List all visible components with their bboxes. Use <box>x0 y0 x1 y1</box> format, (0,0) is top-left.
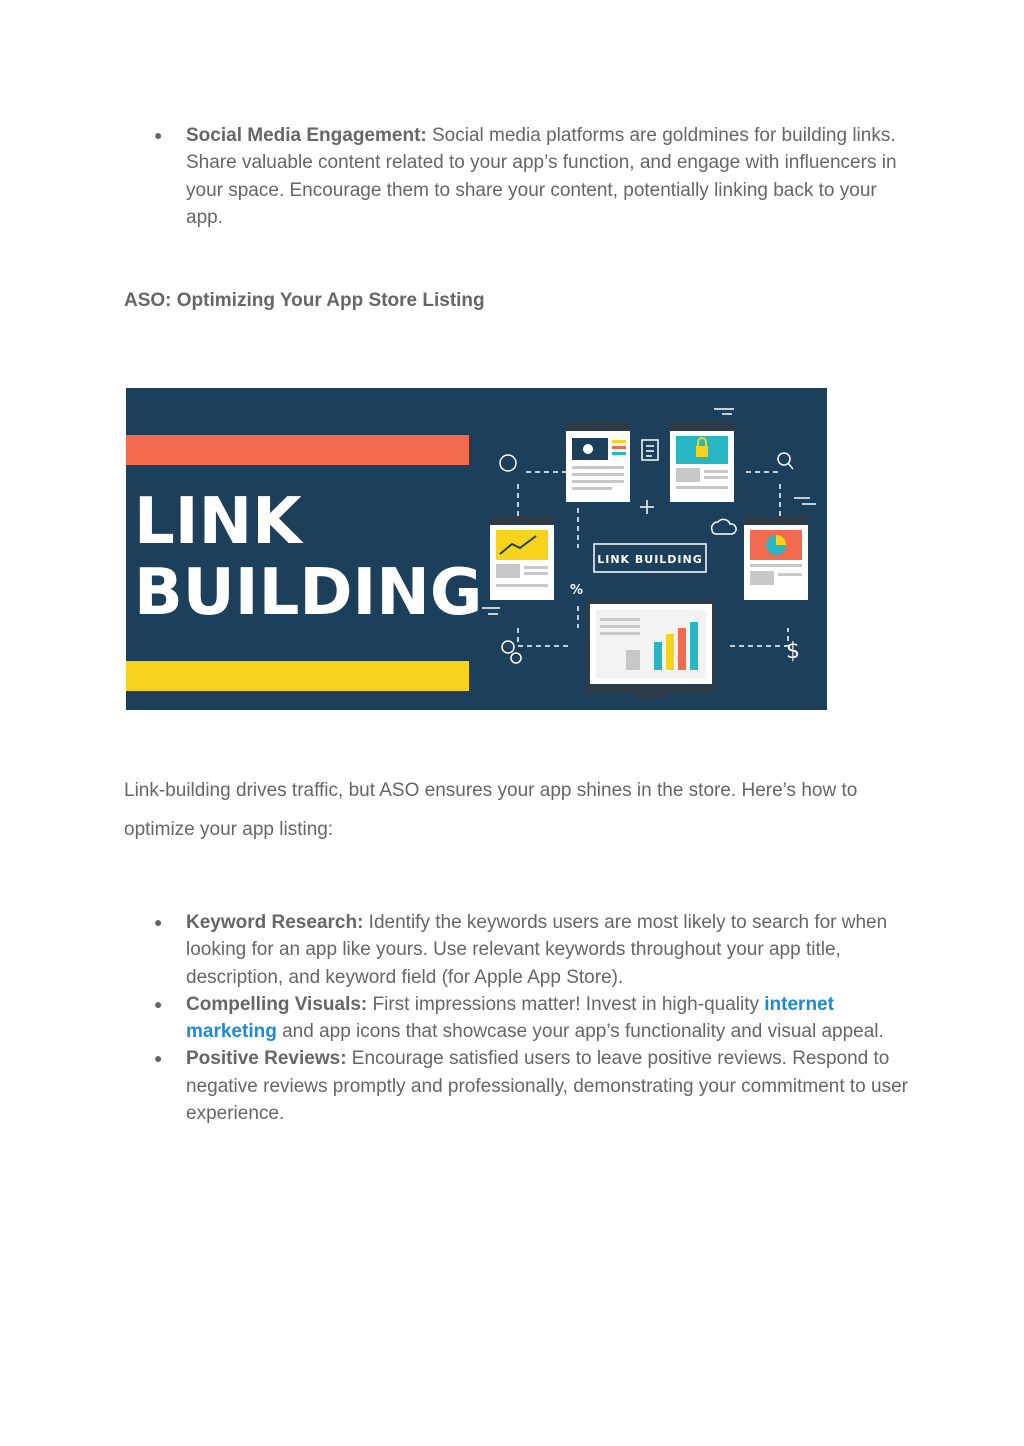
list-item-positive-reviews <box>150 1045 910 1127</box>
intro-paragraph: Link-building drives traffic, but ASO ensures your app shines in the store. Here’s how to optimize your app listing: <box>124 780 858 840</box>
list-item-text: and app icons that showcase your app’s functionality and visual appeal. <box>276 1021 884 1043</box>
video-window-icon <box>566 422 630 502</box>
bullet-icon: ● <box>154 127 163 143</box>
bullet-icon: ● <box>154 914 163 930</box>
banner-title-line2: BUILDING <box>134 556 483 630</box>
list-item-text: Social media platforms are goldmines for building links. Share valuable content related to your app’s function, and engage with influencers in your space. Encourage them to share your content, potentially linking back to your app. <box>186 125 897 228</box>
list-item-text: Encourage satisfied users to leave positive reviews. Respond to negative reviews promptly and professionally, demonstrating your commitment to user experience. <box>186 1048 908 1125</box>
banner-bottom-stripe <box>126 661 469 691</box>
aso-bullet-list <box>150 909 910 1127</box>
list-item-lead: Compelling Visuals: <box>186 993 368 1015</box>
dollar-icon: $ <box>786 639 800 664</box>
list-item-compelling-visuals <box>150 991 910 1046</box>
percent-icon: % <box>570 583 584 598</box>
top-bullet-list <box>150 122 910 231</box>
trend-window-icon <box>490 516 554 600</box>
section-heading: ASO: Optimizing Your App Store Listing <box>124 290 485 311</box>
link-building-banner <box>126 388 827 710</box>
bullet-icon: ● <box>154 1050 163 1067</box>
list-item-lead: Keyword Research: <box>186 912 364 933</box>
banner-top-stripe <box>126 435 469 465</box>
list-item-keyword-research <box>150 909 910 991</box>
monitor-icon <box>586 602 716 700</box>
badge-label: LINK BUILDING <box>597 553 703 566</box>
pie-window-icon <box>744 516 808 600</box>
list-item-lead: Social Media Engagement: <box>186 125 427 146</box>
bullet-icon: ● <box>154 995 163 1012</box>
list-item-lead: Positive Reviews: <box>186 1048 347 1070</box>
list-item-social-media <box>150 122 910 231</box>
internet-marketing-link[interactable]: internet marketing <box>186 993 834 1043</box>
lock-window-icon <box>670 422 734 502</box>
banner-title-line1: LINK <box>134 485 302 559</box>
list-item-text: First impressions matter! Invest in high-quality <box>367 993 765 1015</box>
list-item-text: Identify the keywords users are most likely to search for when looking for an app like yours. Use relevant keywords throughout your app title, description, and keyword field (for Apple App Store). <box>186 912 888 988</box>
